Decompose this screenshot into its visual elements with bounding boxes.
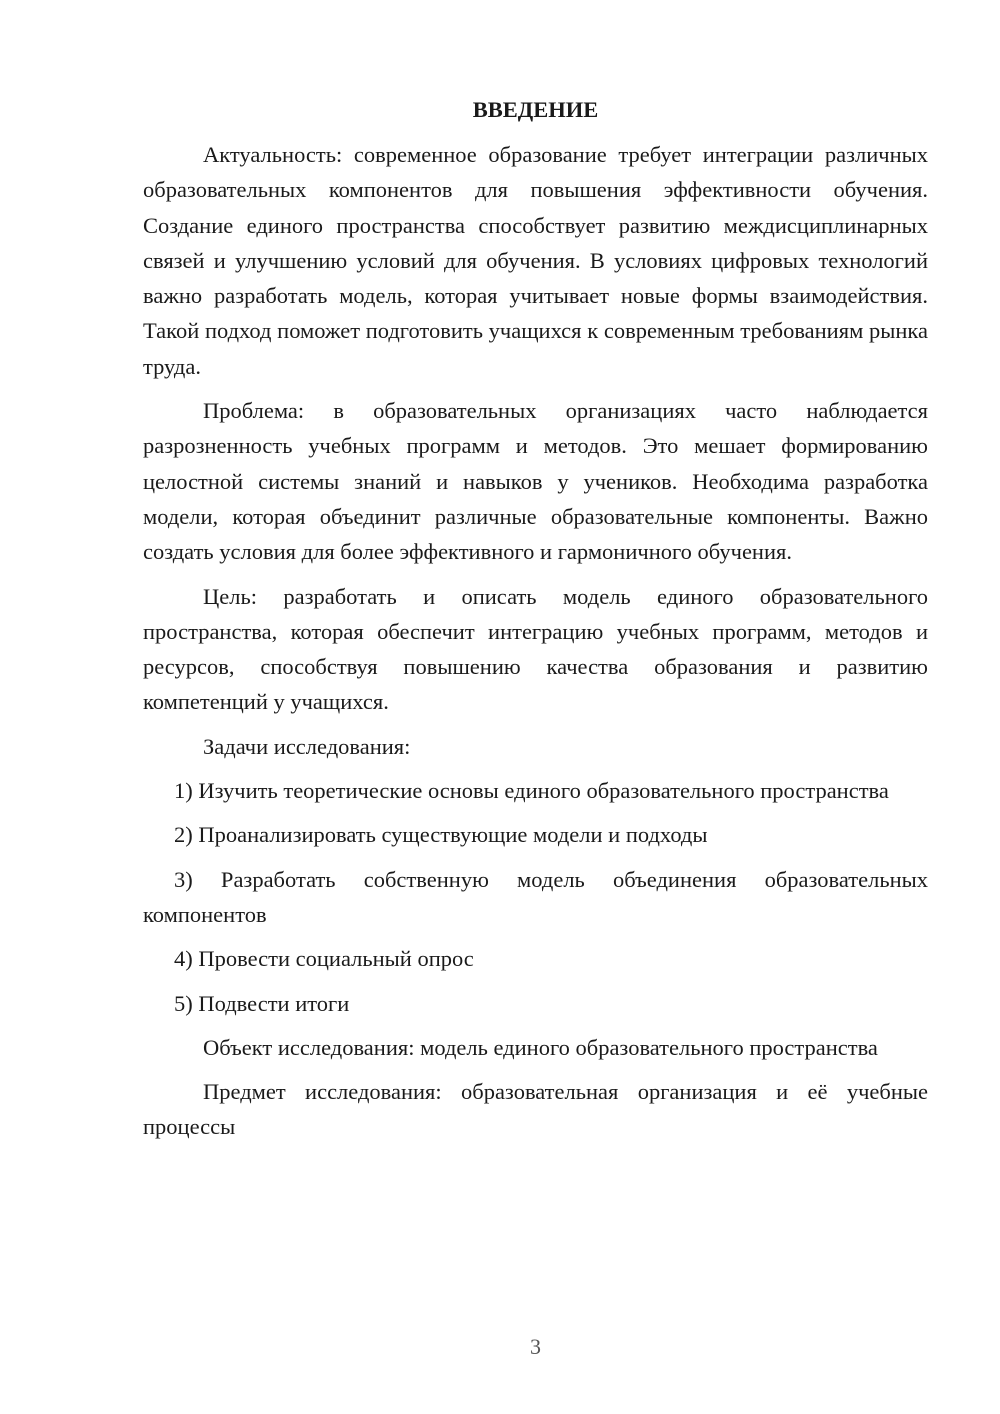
task-item-4: 4) Провести социальный опрос <box>174 946 474 972</box>
task-item-5: 5) Подвести итоги <box>174 990 350 1016</box>
task-item-3: 3) Разработать собственную модель объединения образовательных компонентов <box>143 866 928 927</box>
problem-paragraph: Проблема: в образовательных организациях часто наблюдается разрозненность учебных программ и методов. Это мешает формированию целостной системы знаний и навыков у учеников. Необходима разработка модели, которая объединит различные образовательные компоненты. Важно создать условия для более эффективного и гармоничного обучения. <box>143 398 928 565</box>
research-object-paragraph: Объект исследования: модель единого образовательного пространства <box>203 1034 878 1060</box>
task-item-1: 1) Изучить теоретические основы единого образовательного пространства <box>174 778 889 804</box>
relevance-paragraph: Актуальность: современное образование требует интеграции различных образовательных компонентов для повышения эффективности обучения. Создание единого пространства способствует развитию междисциплинарных связей и улучшению условий для обучения. В условиях цифровых технологий важно разработать модель, которая учитывает новые формы взаимодействия. Такой подход поможет подготовить учащихся к современным требованиям рынка труда. <box>143 142 928 379</box>
section-title: ВВЕДЕНИЕ <box>472 97 599 122</box>
task-item-2: 2) Проанализировать существующие модели и подходы <box>174 822 708 848</box>
page-content <box>143 94 928 1154</box>
page-number: 3 <box>530 1334 541 1359</box>
tasks-heading: Задачи исследования: <box>203 733 411 759</box>
research-subject-paragraph: Предмет исследования: образовательная организация и её учебные процессы <box>143 1079 928 1140</box>
goal-paragraph: Цель: разработать и описать модель единого образовательного пространства, которая обеспечит интеграцию учебных программ, методов и ресурсов, способствуя повышению качества образования и развитию компетенций у учащихся. <box>143 583 928 715</box>
